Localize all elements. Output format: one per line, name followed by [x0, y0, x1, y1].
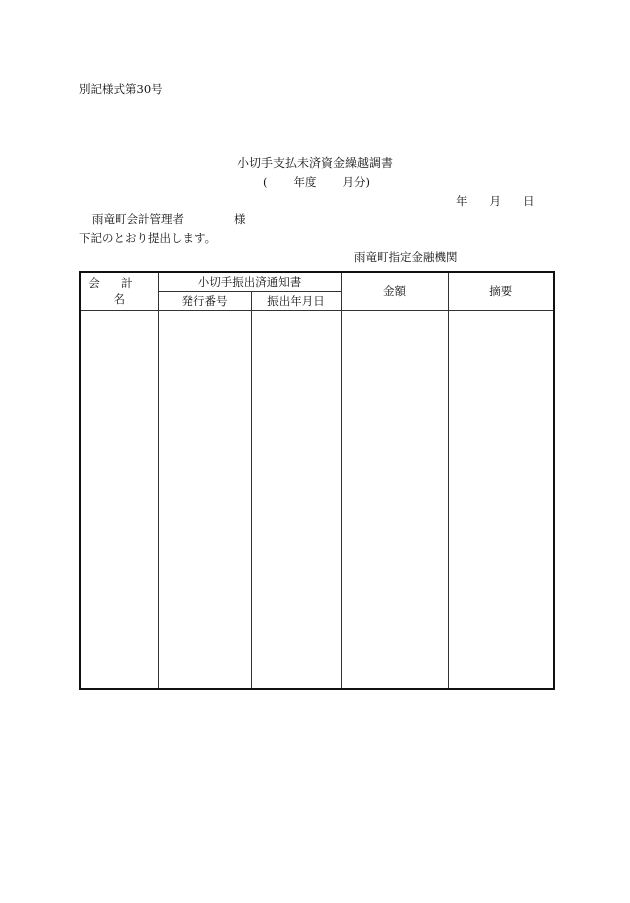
- intro-text: 下記のとおり提出します。: [79, 231, 217, 245]
- ledger-table: [79, 271, 555, 690]
- period-open-paren: (: [263, 175, 268, 189]
- column-header-remarks: 摘要: [448, 272, 554, 310]
- date-day-label: 日: [523, 194, 535, 208]
- table-body-row: [80, 310, 554, 689]
- column-header-account-name: [80, 272, 158, 310]
- period-line: [263, 174, 370, 190]
- date-line: [456, 193, 535, 209]
- account-char-1: 会: [88, 276, 100, 291]
- date-month-label: 月: [489, 194, 501, 208]
- account-char-3: 名: [113, 292, 125, 307]
- submitter-name: 雨竜町指定金融機関: [354, 250, 458, 264]
- account-char-2: 計: [121, 276, 133, 291]
- column-group-header-check-notice: 小切手振出済通知書: [158, 272, 341, 291]
- addressee: [92, 211, 246, 227]
- fiscal-year-label: 年度: [293, 175, 317, 189]
- month-label: 月分): [342, 175, 370, 189]
- cell-issue-number[interactable]: [158, 310, 251, 689]
- date-year-label: 年: [456, 194, 468, 208]
- addressee-name: 雨竜町会計管理者: [92, 212, 184, 226]
- column-header-issue-date: 振出年月日: [251, 291, 341, 310]
- column-header-amount: 金額: [341, 272, 448, 310]
- form-number: 別記様式第30号: [79, 82, 163, 96]
- document-title: 小切手支払未済資金繰越調書: [236, 156, 393, 170]
- cell-remarks[interactable]: [448, 310, 554, 689]
- column-header-issue-number: 発行番号: [158, 291, 251, 310]
- cell-issue-date[interactable]: [251, 310, 341, 689]
- addressee-honorific: 様: [234, 212, 246, 226]
- cell-account-name[interactable]: [80, 310, 158, 689]
- cell-amount[interactable]: [341, 310, 448, 689]
